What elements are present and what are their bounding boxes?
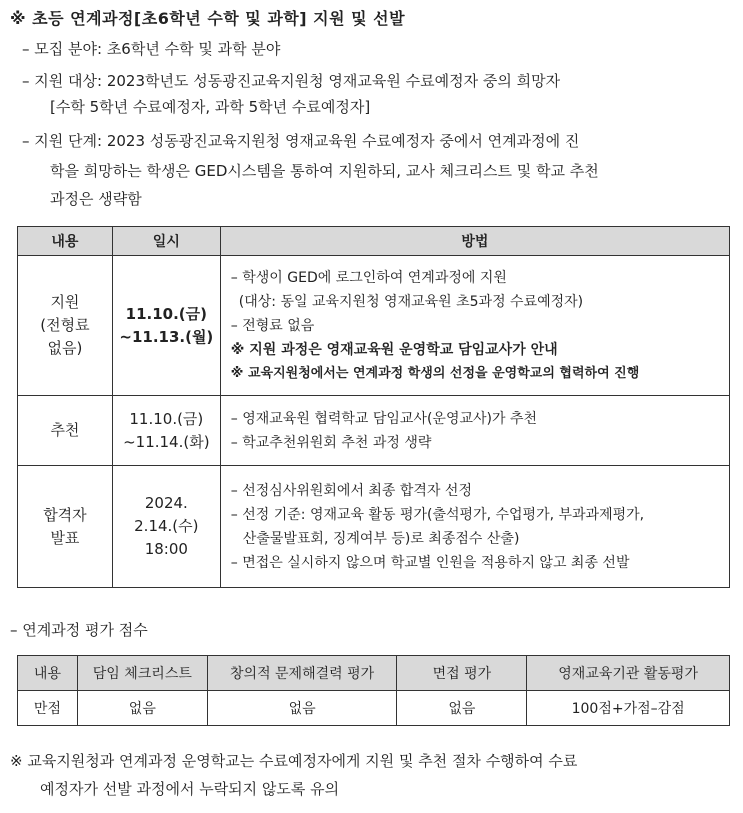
- method-line: (대상: 동일 교육지원청 영재교육원 초5과정 수료예정자): [238, 293, 584, 310]
- score-header: 영재교육기관 활동평가: [527, 656, 730, 691]
- method-line: – 영재교육원 협력학교 담임교사(운영교사)가 추천: [230, 410, 538, 427]
- bullet-target: – 지원 대상: 2023학년도 성동광진교육지원청 영재교육원 수료예정자 중의 희망자: [22, 72, 561, 90]
- score-header: 면접 평가: [397, 656, 527, 691]
- row-content-cell: [18, 256, 113, 396]
- row-content-cell: [18, 466, 113, 588]
- cell-line: 합격자: [43, 505, 87, 524]
- score-header: 내용: [18, 656, 78, 691]
- row-method-cell: [220, 396, 729, 466]
- bullet-stage-cont-1: 학을 희망하는 학생은 GED시스템을 통하여 지원하되, 교사 체크리스트 및 학교 추천: [50, 162, 599, 180]
- method-line: – 선정심사위원회에서 최종 합격자 선정: [230, 482, 472, 499]
- method-line: – 학교추천위원회 추천 과정 생략: [230, 434, 432, 451]
- row-date-cell: [112, 396, 220, 466]
- footer-note: ※ 교육지원청과 연계과정 운영학교는 수료예정자에게 지원 및 추천 절차 수행하여 수료: [10, 752, 578, 770]
- cell-line: 없음): [47, 339, 83, 357]
- header-method: 방법: [220, 227, 729, 256]
- method-line: – 면접은 실시하지 않으며 학교별 인원을 적용하지 않고 최종 선발: [230, 554, 630, 571]
- schedule-table: [17, 226, 730, 588]
- score-cell: 100점+가점–감점: [527, 691, 730, 726]
- footer-note-cont: 예정자가 선발 과정에서 누락되지 않도록 유의: [40, 780, 340, 798]
- header-date: 일시: [112, 227, 220, 256]
- score-header: 담임 체크리스트: [77, 656, 207, 691]
- row-method-cell: [220, 256, 729, 396]
- section-title: ※ 초등 연계과정[초6학년 수학 및 과학] 지원 및 선발: [10, 9, 406, 28]
- bullet-field: – 모집 분야: 초6학년 수학 및 과학 분야: [22, 40, 281, 58]
- score-cell: 없음: [77, 691, 207, 726]
- row-date-cell: [112, 256, 220, 396]
- cell-line: ~11.13.(월): [119, 327, 214, 346]
- score-header: 창의적 문제해결력 평가: [207, 656, 397, 691]
- score-cell: 만점: [18, 691, 78, 726]
- method-note: ※ 지원 과정은 영재교육원 운영학교 담임교사가 안내: [230, 341, 558, 358]
- score-cell: 없음: [207, 691, 397, 726]
- cell-line: (전형료: [40, 316, 90, 334]
- table-header-row: [18, 227, 730, 256]
- score-cell: 없음: [397, 691, 527, 726]
- table-row: [18, 396, 730, 466]
- score-table: [17, 655, 730, 726]
- cell-line: 지원: [50, 293, 80, 311]
- cell-line: 11.10.(금): [129, 409, 204, 428]
- row-content-cell: [18, 396, 113, 466]
- bullet-target-cont: [수학 5학년 수료예정자, 과학 5학년 수료예정자]: [50, 98, 371, 116]
- cell-line: 2024.: [144, 494, 188, 512]
- method-line: – 전형료 없음: [230, 317, 315, 334]
- cell-line: 18:00: [144, 540, 188, 558]
- bullet-stage: – 지원 단계: 2023 성동광진교육지원청 영재교육원 수료예정자 중에서 연계과정에 진: [22, 132, 580, 150]
- cell-line: 2.14.(수): [134, 517, 199, 535]
- cell-line: ~11.14.(화): [123, 432, 210, 451]
- method-line: – 선정 기준: 영재교육 활동 평가(출석평가, 수업평가, 부과과제평가,: [230, 506, 645, 523]
- score-row: [18, 691, 730, 726]
- score-header-row: [18, 656, 730, 691]
- method-note: ※ 교육지원청에서는 연계과정 학생의 선정을 운영학교의 협력하여 진행: [230, 365, 640, 381]
- cell-line: 추천: [50, 421, 80, 439]
- table-row: [18, 256, 730, 396]
- cell-line: 발표: [50, 528, 80, 547]
- bullet-stage-cont-2: 과정은 생략함: [50, 190, 142, 208]
- cell-line: 11.10.(금): [125, 304, 208, 323]
- method-line: – 학생이 GED에 로그인하여 연계과정에 지원: [230, 269, 507, 286]
- table-row: [18, 466, 730, 588]
- score-section-title: – 연계과정 평가 점수: [10, 621, 148, 639]
- method-line: 산출물발표회, 징계여부 등)로 최종점수 산출): [242, 530, 520, 547]
- row-method-cell: [220, 466, 729, 588]
- row-date-cell: [112, 466, 220, 588]
- header-content: 내용: [18, 227, 113, 256]
